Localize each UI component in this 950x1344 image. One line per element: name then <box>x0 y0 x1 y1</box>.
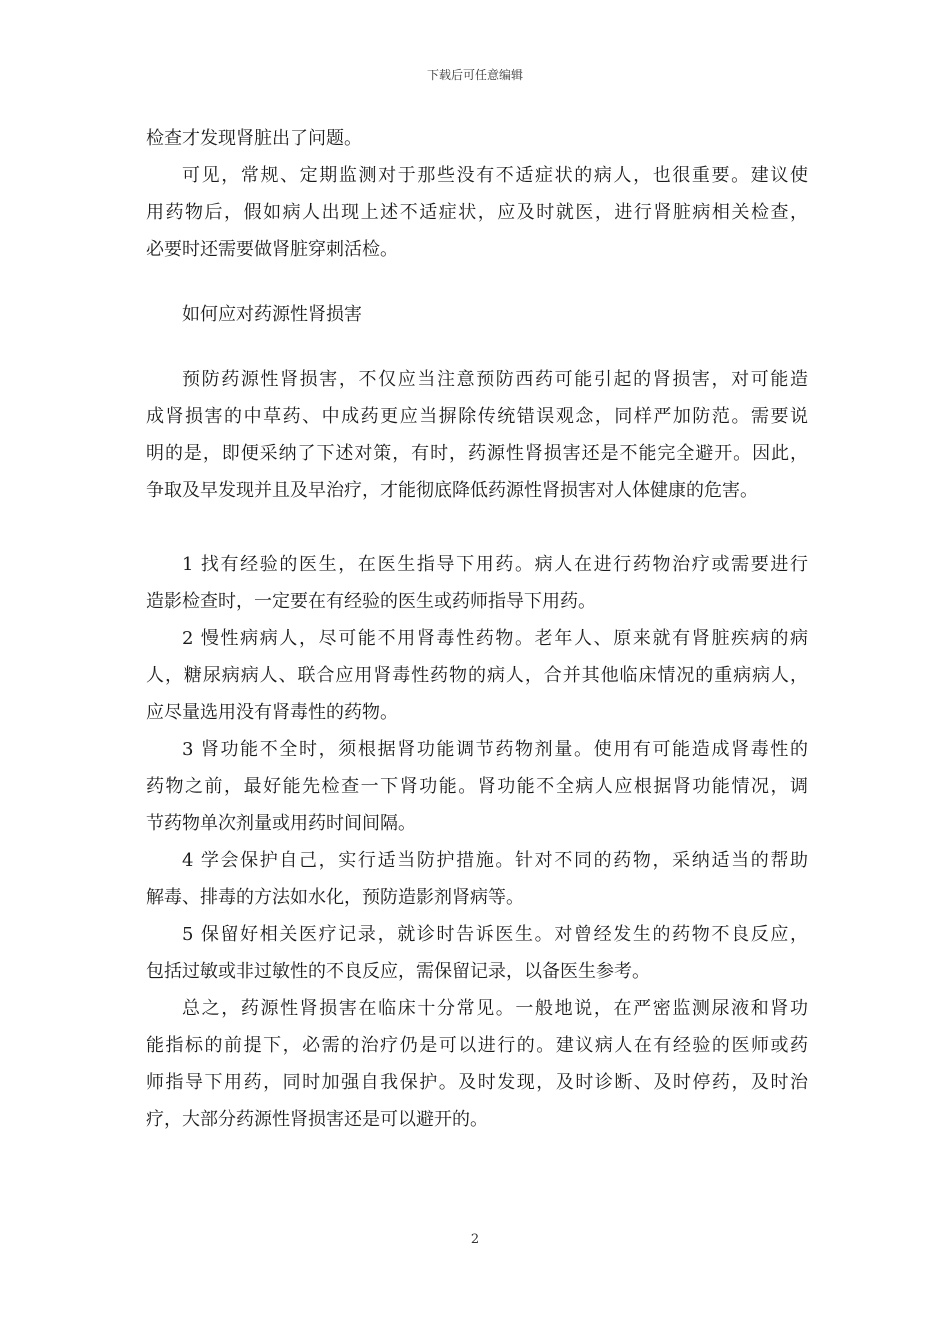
list-item-line: 药物之前，最好能先检查一下肾功能。肾功能不全病人应根据肾功能情况，调 <box>146 776 808 797</box>
list-item-line: 应尽量选用没有肾毒性的药物。 <box>146 702 398 723</box>
list-item-line: 节药物单次剂量或用药时间间隔。 <box>146 813 416 834</box>
paragraph-line: 能指标的前提下，必需的治疗仍是可以进行的。建议病人在有经验的医师或药 <box>146 1035 808 1056</box>
paragraph-line: 明的是，即便采纳了下述对策，有时，药源性肾损害还是不能完全避开。因此， <box>146 443 808 464</box>
list-item-line: 造影检查时，一定要在有经验的医生或药师指导下用药。 <box>146 591 596 612</box>
paragraph-line: 疗，大部分药源性肾损害还是可以避开的。 <box>146 1109 488 1130</box>
list-item-line: 包括过敏或非过敏性的不良反应，需保留记录，以备医生参考。 <box>146 961 650 982</box>
list-item-line: 人，糖尿病病人、联合应用肾毒性药物的病人，合并其他临床情况的重病病人， <box>146 665 808 686</box>
list-item-line: 3 肾功能不全时，须根据肾功能调节药物剂量。使用有可能造成肾毒性的 <box>182 739 808 760</box>
section-heading: 如何应对药源性肾损害 <box>182 304 362 325</box>
paragraph-line: 预防药源性肾损害，不仅应当注意预防西药可能引起的肾损害，对可能造 <box>182 369 808 390</box>
paragraph-line: 争取及早发现并且及早治疗，才能彻底降低药源性肾损害对人体健康的危害。 <box>146 480 758 501</box>
list-item-line: 5 保留好相关医疗记录，就诊时告诉医生。对曾经发生的药物不良反应， <box>182 924 808 945</box>
list-item-line: 2 慢性病病人，尽可能不用肾毒性药物。老年人、原来就有肾脏疾病的病 <box>182 628 808 649</box>
list-item-line: 1 找有经验的医生，在医生指导下用药。病人在进行药物治疗或需要进行 <box>182 554 808 575</box>
paragraph-line: 成肾损害的中草药、中成药更应当摒除传统错误观念，同样严加防范。需要说 <box>146 406 808 427</box>
page-number: 2 <box>470 1232 480 1247</box>
paragraph-line: 检查才发现肾脏出了问题。 <box>146 128 362 149</box>
document-body <box>146 120 808 1138</box>
list-item-line: 解毒、排毒的方法如水化，预防造影剂肾病等。 <box>146 887 524 908</box>
paragraph-line: 师指导下用药，同时加强自我保护。及时发现，及时诊断、及时停药，及时治 <box>146 1072 808 1093</box>
paragraph-line: 可见，常规、定期监测对于那些没有不适症状的病人，也很重要。建议使 <box>182 165 808 186</box>
paragraph-line: 必要时还需要做肾脏穿刺活检。 <box>146 239 398 260</box>
paragraph-line: 总之，药源性肾损害在临床十分常见。一般地说，在严密监测尿液和肾功 <box>182 998 808 1019</box>
list-item-line: 4 学会保护自己，实行适当防护措施。针对不同的药物，采纳适当的帮助 <box>182 850 808 871</box>
paragraph-line: 用药物后，假如病人出现上述不适症状，应及时就医，进行肾脏病相关检查， <box>146 202 808 223</box>
page-header: 下载后可任意编辑 <box>426 68 523 82</box>
